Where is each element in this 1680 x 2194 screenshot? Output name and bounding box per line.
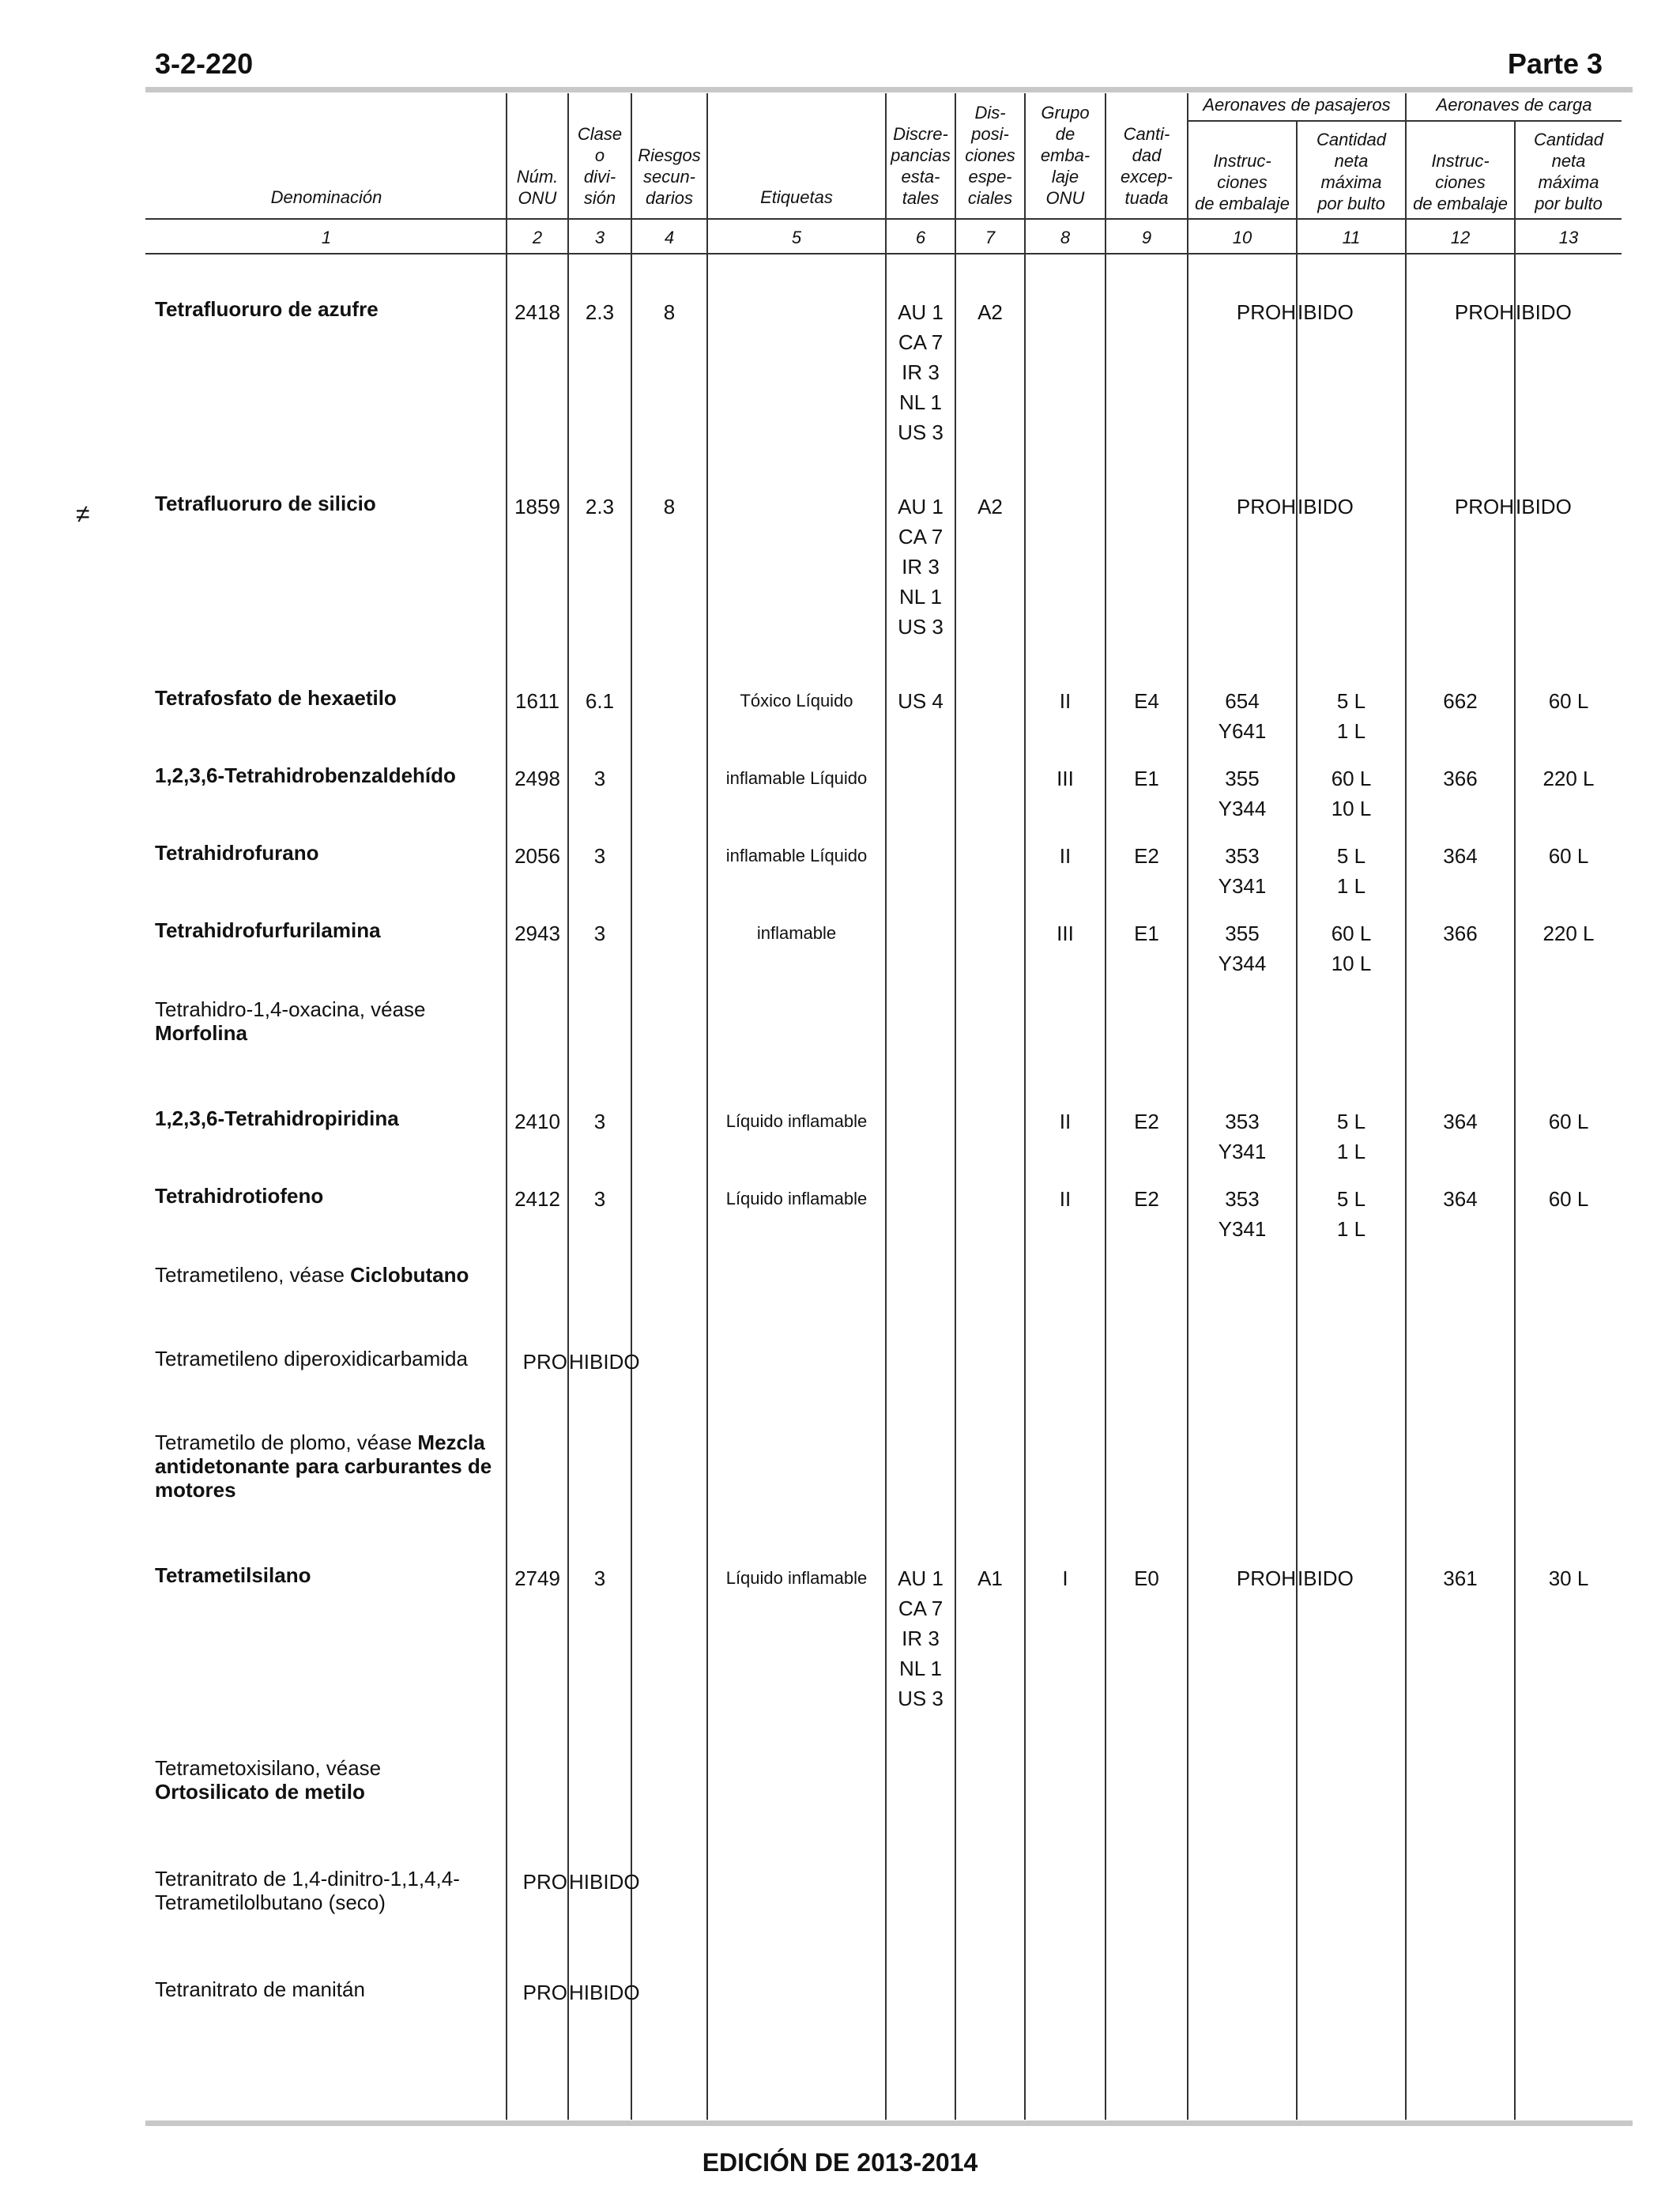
col-number: 9 <box>1141 228 1152 247</box>
un-number: 2498 <box>514 767 560 790</box>
excepted-quantity: E0 <box>1134 1566 1159 1590</box>
excepted-quantity: E4 <box>1134 689 1159 713</box>
class-division: 3 <box>593 767 606 790</box>
header-disposiciones: Dis- posi- ciones espe- ciales <box>965 103 1015 208</box>
cargo-max-quantity: 60 L <box>1548 1187 1589 1211</box>
group-rule <box>1187 120 1622 122</box>
prohibited-text: IBIDO <box>1516 495 1572 518</box>
substance-name: Tetrafluoruro de silicio <box>155 492 376 515</box>
class-division: 2.3 <box>585 495 615 518</box>
hazard-label: Líquido inflamable <box>725 1568 868 1588</box>
col-number: 10 <box>1232 228 1252 247</box>
part-label: Parte 3 <box>1507 47 1603 80</box>
excepted-quantity: E1 <box>1134 922 1159 945</box>
class-division: 3 <box>593 1110 606 1133</box>
un-number: 2410 <box>514 1110 560 1133</box>
pax-max-quantity: 5 L 1 L <box>1336 1110 1366 1163</box>
header-cantidad: Canti- dad excep- tuada <box>1120 124 1173 208</box>
cargo-max-quantity: 220 L <box>1543 922 1595 945</box>
hazard-label: inflamable Líquido <box>725 846 868 865</box>
excepted-quantity: E2 <box>1134 844 1159 868</box>
hazard-label: Líquido inflamable <box>725 1111 868 1131</box>
col-number: 6 <box>915 228 926 247</box>
substance-name: Tetrafluoruro de azufre <box>155 297 379 321</box>
header-clase: Clase o divi- sión <box>577 124 623 208</box>
pax-max-quantity: 60 L 10 L <box>1331 767 1372 820</box>
un-number: 2418 <box>514 300 560 324</box>
substance-name: Tetrahidrofurfurilamina <box>155 918 381 942</box>
substance-name: Tetrametilo de plomo, véase Mezcla antidetonante para carburantes de motores <box>155 1431 492 1502</box>
col-number: 2 <box>532 228 543 247</box>
prohibited-text: PROH <box>1454 300 1514 324</box>
subsidiary-risk: 8 <box>663 495 676 518</box>
substance-name: 1,2,3,6-Tetrahidropiridina <box>155 1106 399 1130</box>
pax-max-quantity: 5 L 1 L <box>1336 1187 1366 1241</box>
excepted-quantity: E1 <box>1134 767 1159 790</box>
cargo-max-quantity: 60 L <box>1548 844 1589 868</box>
pax-packing-instruction: 355 Y344 <box>1218 922 1267 975</box>
col-divider <box>631 93 632 2120</box>
col-number: 8 <box>1060 228 1071 247</box>
prohibited-text: IBIDO <box>1298 300 1354 324</box>
cargo-max-quantity: 220 L <box>1543 767 1595 790</box>
change-mark: ≠ <box>76 499 90 528</box>
un-number: 2943 <box>514 922 560 945</box>
cargo-packing-instruction: 361 <box>1443 1566 1478 1590</box>
header-onu: Núm. ONU <box>516 167 559 208</box>
substance-name: Tetrahidrofurano <box>155 841 319 865</box>
pax-max-quantity: 5 L 1 L <box>1336 844 1366 898</box>
prohibited-text: IBIDO <box>1298 495 1354 518</box>
header-cargo-cantidad: Cantidad neta máxima por bulto <box>1533 130 1604 213</box>
pax-packing-instruction: 654 Y641 <box>1218 689 1267 743</box>
col-number: 7 <box>985 228 996 247</box>
cargo-max-quantity: 60 L <box>1548 689 1589 713</box>
col-number: 4 <box>664 228 675 247</box>
pax-packing-instruction: 353 Y341 <box>1218 1187 1267 1241</box>
un-number: 2412 <box>514 1187 560 1211</box>
header-etiquetas: Etiquetas <box>760 187 833 207</box>
prohibited-text: HIBIDO <box>569 1870 640 1894</box>
excepted-quantity: E2 <box>1134 1187 1159 1211</box>
packing-group: I <box>1062 1566 1068 1590</box>
prohibited-text: PROH <box>1236 300 1296 324</box>
header-pax-cantidad: Cantidad neta máxima por bulto <box>1316 130 1387 213</box>
col-number: 1 <box>321 228 332 247</box>
cargo-packing-instruction: 366 <box>1443 922 1478 945</box>
cargo-max-quantity: 30 L <box>1548 1566 1589 1590</box>
substance-name: Tetrametoxisilano, véase Ortosilicato de metilo <box>155 1756 382 1804</box>
cargo-packing-instruction: 662 <box>1443 689 1478 713</box>
header-cargo-aircraft: Aeronaves de carga <box>1436 95 1592 115</box>
pax-packing-instruction: 355 Y344 <box>1218 767 1267 820</box>
un-number: 2749 <box>514 1566 560 1590</box>
cargo-packing-instruction: 364 <box>1443 1110 1478 1133</box>
packing-group: III <box>1057 767 1074 790</box>
class-division: 3 <box>593 1187 606 1211</box>
special-provisions: A1 <box>977 1566 1003 1590</box>
header-rule <box>145 253 1622 254</box>
prohibited-text: PROH <box>1236 495 1296 518</box>
class-division: 3 <box>593 1566 606 1590</box>
un-number: 2056 <box>514 844 560 868</box>
col-number: 5 <box>791 228 802 247</box>
header-passenger-aircraft: Aeronaves de pasajeros <box>1203 95 1391 115</box>
page-number: 3-2-220 <box>155 47 254 80</box>
hazard-label: inflamable <box>756 923 837 943</box>
prohibited-text: PRO <box>522 1981 567 2004</box>
substance-name: Tetranitrato de 1,4-dinitro-1,1,4,4- Tetrametilolbutano (seco) <box>155 1867 460 1914</box>
packing-group: II <box>1059 689 1072 713</box>
special-provisions: A2 <box>977 495 1003 518</box>
col-number: 13 <box>1558 228 1579 247</box>
header-discrepancias: Discre- pancias esta- tales <box>891 124 951 208</box>
bottom-rule <box>145 2120 1633 2126</box>
state-variations: AU 1 CA 7 IR 3 NL 1 US 3 <box>898 1566 944 1710</box>
col-number: 12 <box>1450 228 1471 247</box>
prohibited-text: HIBIDO <box>569 1981 640 2004</box>
substance-name: Tetrahidro-1,4-oxacina, véase Morfolina <box>155 997 426 1045</box>
edition-footer: EDICIÓN DE 2013-2014 <box>702 2148 978 2177</box>
packing-group: III <box>1057 922 1074 945</box>
pax-max-quantity: 5 L 1 L <box>1336 689 1366 743</box>
class-division: 6.1 <box>585 689 615 713</box>
prohibited-text: IBIDO <box>1516 300 1572 324</box>
header-cargo-instrucciones: Instruc- ciones de embalaje <box>1413 151 1508 213</box>
substance-name: Tetrametileno diperoxidicarbamida <box>155 1347 468 1370</box>
pax-max-quantity: 60 L 10 L <box>1331 922 1372 975</box>
prohibited-text: PROH <box>1454 495 1514 518</box>
packing-group: II <box>1059 1110 1072 1133</box>
cargo-max-quantity: 60 L <box>1548 1110 1589 1133</box>
class-division: 3 <box>593 844 606 868</box>
un-number: 1859 <box>514 495 560 518</box>
header-riesgos: Riesgos secun- darios <box>638 145 701 208</box>
special-provisions: A2 <box>977 300 1003 324</box>
state-variations: AU 1 CA 7 IR 3 NL 1 US 3 <box>898 300 944 444</box>
substance-name: Tetrametilsilano <box>155 1563 311 1587</box>
excepted-quantity: E2 <box>1134 1110 1159 1133</box>
cargo-packing-instruction: 364 <box>1443 844 1478 868</box>
substance-name: Tetrafosfato de hexaetilo <box>155 686 397 710</box>
prohibited-text: IBIDO <box>1298 1566 1354 1590</box>
cargo-packing-instruction: 364 <box>1443 1187 1478 1211</box>
prohibited-text: HIBIDO <box>569 1350 640 1374</box>
class-division: 2.3 <box>585 300 615 324</box>
subsidiary-risk: 8 <box>663 300 676 324</box>
pax-packing-instruction: 353 Y341 <box>1218 1110 1267 1163</box>
cargo-packing-instruction: 366 <box>1443 767 1478 790</box>
header-rule <box>145 218 1622 220</box>
state-variations: US 4 <box>898 689 944 713</box>
substance-name: 1,2,3,6-Tetrahidrobenzaldehído <box>155 763 456 787</box>
prohibited-text: PRO <box>522 1350 567 1374</box>
pax-packing-instruction: 353 Y341 <box>1218 844 1267 898</box>
class-division: 3 <box>593 922 606 945</box>
header-pax-instrucciones: Instruc- ciones de embalaje <box>1195 151 1290 213</box>
top-rule <box>145 87 1633 92</box>
packing-group: II <box>1059 844 1072 868</box>
substance-name: Tetrametileno, véase Ciclobutano <box>155 1263 469 1287</box>
prohibited-text: PROH <box>1236 1566 1296 1590</box>
hazard-label: Tóxico Líquido <box>740 691 853 711</box>
hazard-label: inflamable Líquido <box>725 768 868 788</box>
packing-group: II <box>1059 1187 1072 1211</box>
prohibited-text: PRO <box>522 1870 567 1894</box>
substance-name: Tetrahidrotiofeno <box>155 1184 324 1208</box>
substance-name: Tetranitrato de manitán <box>155 1977 365 2001</box>
header-grupo: Grupo de emba- laje ONU <box>1040 103 1090 208</box>
state-variations: AU 1 CA 7 IR 3 NL 1 US 3 <box>898 495 944 639</box>
header-denominacion: Denominación <box>270 187 382 207</box>
un-number: 1611 <box>515 689 559 713</box>
col-number: 11 <box>1342 228 1361 247</box>
col-number: 3 <box>594 228 605 247</box>
hazard-label: Líquido inflamable <box>725 1189 868 1208</box>
col-divider <box>955 93 956 2120</box>
